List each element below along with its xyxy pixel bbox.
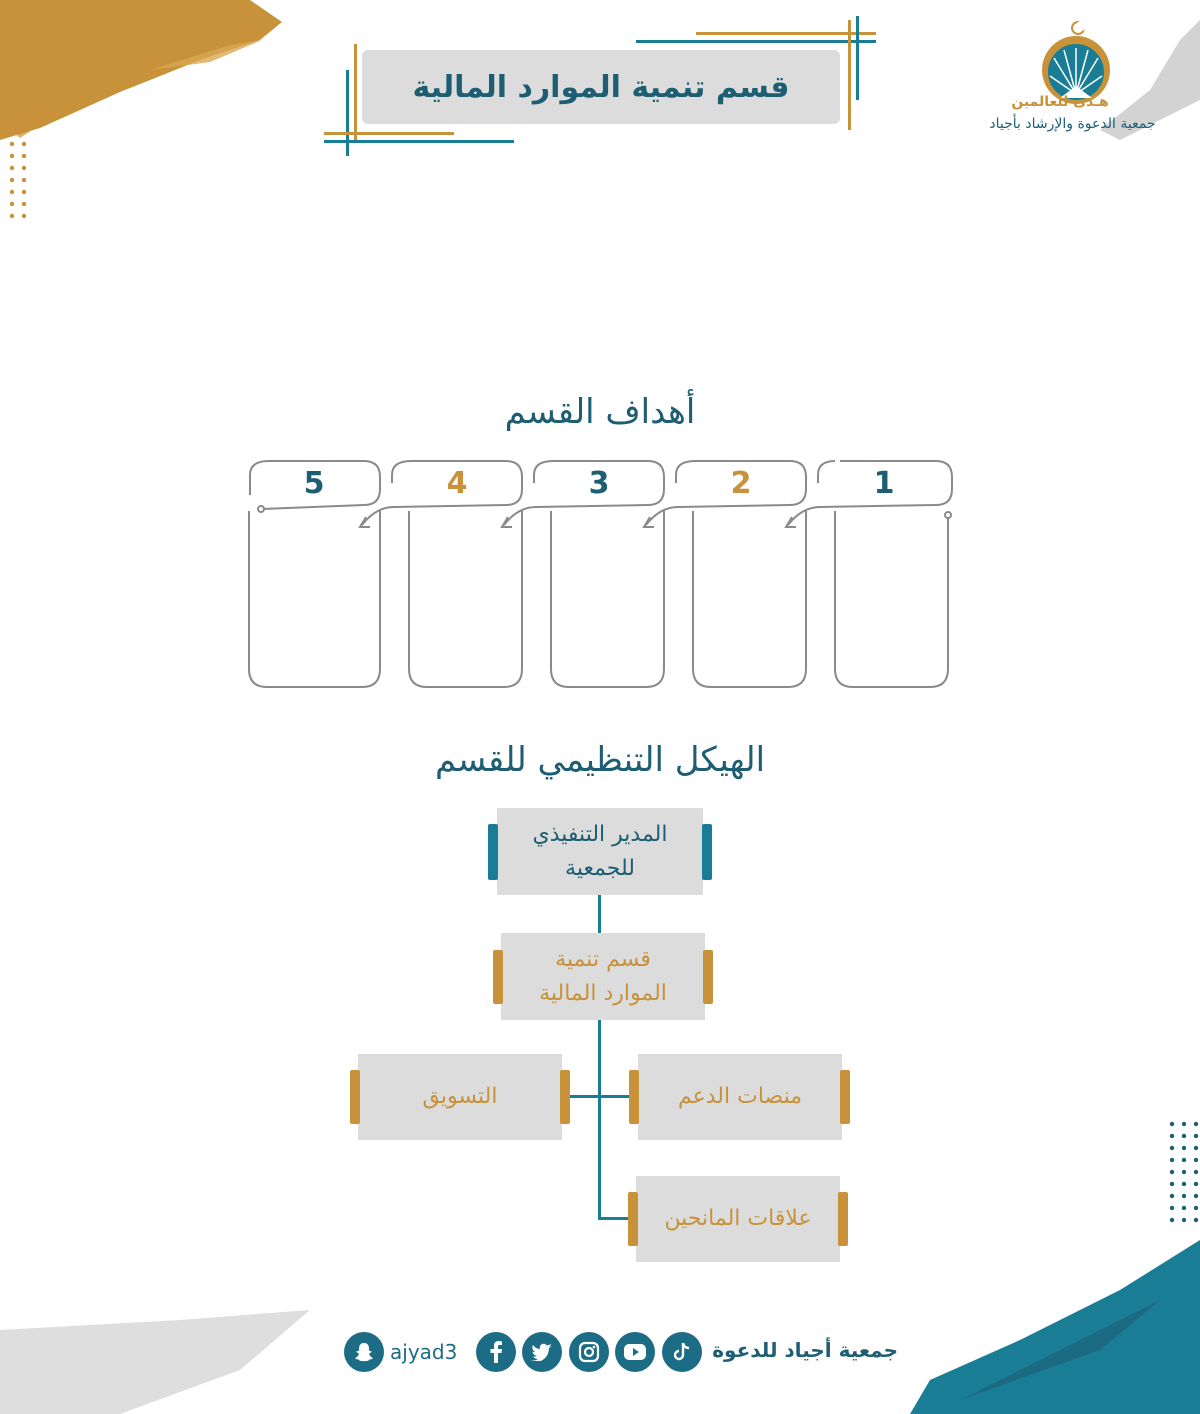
org-box-accent-tab	[488, 824, 498, 880]
org-box-executive	[497, 808, 703, 895]
org-box-accent-tab	[350, 1070, 360, 1124]
logo-tagline: هـدى للعالمين	[1011, 94, 1109, 110]
goal-number-5: 5	[303, 466, 325, 501]
org-connector-line	[598, 1020, 601, 1220]
org-box-accent-tab	[703, 950, 713, 1004]
org-chart-heading: الهيكل التنظيمي للقسم	[434, 740, 766, 780]
org-unit-label: التسويق	[422, 1084, 498, 1109]
org-box-marketing	[358, 1054, 562, 1140]
goal-text-3	[536, 520, 662, 680]
dots-decoration-right	[1166, 1120, 1200, 1240]
org-department-line2: الموارد المالية	[539, 980, 667, 1006]
twitter-icon[interactable]	[522, 1332, 562, 1372]
page-title: قسم تنمية الموارد المالية	[362, 50, 840, 124]
org-box-support-platforms	[638, 1054, 842, 1140]
org-executive-line2: للجمعية	[565, 855, 635, 881]
org-executive-line1: المدير التنفيذي	[532, 821, 668, 847]
org-box-accent-tab	[840, 1070, 850, 1124]
instagram-icon[interactable]	[569, 1332, 609, 1372]
org-connector-line	[570, 1095, 632, 1098]
goals-heading: أهداف القسم	[504, 392, 696, 432]
goal-number-3: 3	[588, 466, 610, 501]
title-frame-line	[848, 20, 851, 130]
title-frame-line	[354, 44, 357, 140]
title-frame-line	[324, 132, 454, 135]
org-box-accent-tab	[629, 1070, 639, 1124]
title-frame-line	[856, 16, 859, 100]
youtube-icon[interactable]	[615, 1332, 655, 1372]
logo-org-name: جمعية الدعوة والإرشاد بأجياد	[989, 116, 1156, 132]
gold-brush-stroke-top-left	[0, 0, 300, 150]
org-connector-line	[598, 1217, 632, 1220]
tiktok-icon[interactable]	[662, 1332, 702, 1372]
goal-number-4: 4	[446, 466, 468, 501]
snapchat-icon[interactable]	[344, 1332, 384, 1372]
teal-brush-stroke-bottom-right	[900, 1230, 1200, 1414]
goal-number-2: 2	[730, 466, 752, 501]
org-box-accent-tab	[628, 1192, 638, 1246]
title-frame-line	[636, 40, 876, 43]
org-unit-label: منصات الدعم	[677, 1084, 803, 1109]
org-unit-label: علاقات المانحين	[664, 1206, 812, 1231]
org-box-department	[501, 933, 705, 1020]
goal-text-1	[820, 520, 946, 680]
org-box-accent-tab	[493, 950, 503, 1004]
title-frame-line	[346, 70, 349, 156]
gray-brush-stroke-bottom-left	[0, 1290, 320, 1414]
org-department-line1: قسم تنمية	[555, 946, 651, 972]
org-box-accent-tab	[702, 824, 712, 880]
title-frame-line	[324, 140, 514, 143]
footer-org-name: جمعية أجياد للدعوة	[712, 1338, 898, 1362]
org-box-donor-relations	[636, 1176, 840, 1262]
dots-decoration-left	[8, 140, 32, 230]
org-box-accent-tab	[838, 1192, 848, 1246]
org-connector-line	[598, 895, 601, 935]
facebook-icon[interactable]	[476, 1332, 516, 1372]
org-box-accent-tab	[560, 1070, 570, 1124]
social-handle: ajyad3	[390, 1340, 458, 1364]
goal-text-5	[252, 520, 378, 680]
goal-text-2	[678, 520, 804, 680]
goal-number-1: 1	[873, 466, 895, 501]
goal-text-4	[394, 520, 520, 680]
